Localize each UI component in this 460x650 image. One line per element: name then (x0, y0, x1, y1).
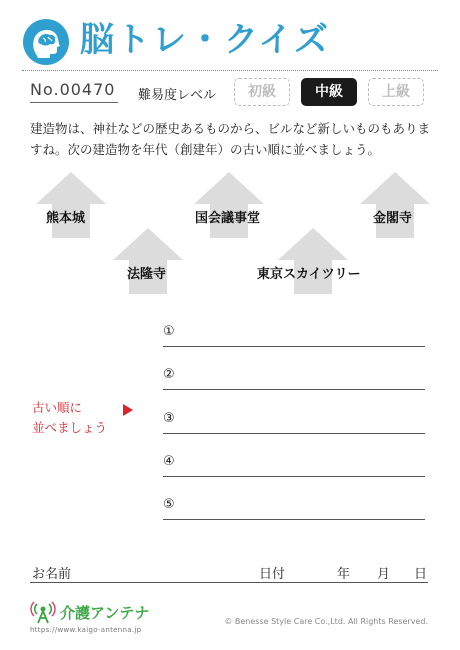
answer-slot-3-line[interactable] (163, 433, 425, 434)
answer-slot-4-line[interactable] (163, 476, 425, 477)
level-advanced-badge: 上級 (368, 78, 424, 106)
answer-slot-2-line[interactable] (163, 389, 425, 390)
copyright: © Benesse Style Care Co.,Ltd. All Rights Reserved. (224, 617, 428, 626)
hint-line-1: 古い順に (32, 400, 83, 415)
page-title: 脳トレ・クイズ (80, 20, 330, 60)
level-beginner-badge: 初級 (234, 78, 290, 106)
header (22, 14, 438, 70)
building-horyuji: 法隆寺 (127, 267, 167, 282)
site-url[interactable]: https://www.kaigo-antenna.jp (30, 626, 142, 634)
answer-slot-1-line[interactable] (163, 346, 425, 347)
question-text: 建造物は、神社などの歴史あるものから、ビルなど新しいものもありますね。次の建造物を年代（創建年）の古い順に並べましょう。 (30, 121, 431, 157)
difficulty-label: 難易度レベル (138, 88, 217, 103)
answer-slot-2-label: ② (163, 367, 175, 382)
year-label: 年 (337, 567, 351, 582)
up-arrow-icon (36, 172, 106, 238)
up-arrow-icon (194, 172, 264, 238)
answer-slot-5-line[interactable] (163, 519, 425, 520)
brain-head-icon (22, 18, 70, 66)
quiz-number-underline (30, 102, 118, 103)
building-national-diet: 国会議事堂 (195, 211, 261, 226)
day-label: 日 (414, 567, 428, 582)
up-arrow-icon (113, 228, 183, 294)
answer-slot-5-label: ⑤ (163, 497, 175, 512)
site-logo[interactable] (30, 600, 180, 626)
month-label: 月 (377, 567, 391, 582)
antenna-icon (30, 600, 56, 624)
building-kumamoto-castle: 熊本城 (46, 211, 86, 226)
answer-slot-4-label: ④ (163, 454, 175, 469)
header-divider (22, 70, 438, 71)
name-label: お名前 (32, 567, 72, 582)
logo-text: 介護アンテナ (60, 604, 150, 622)
answer-slot-1-label: ① (163, 324, 175, 339)
hint-line-2: 並べましょう (32, 420, 108, 435)
ordering-hint (32, 398, 107, 438)
up-arrow-icon (278, 228, 348, 294)
level-intermediate-badge: 中級 (301, 78, 357, 106)
building-tokyo-skytree: 東京スカイツリー (257, 267, 361, 282)
up-arrow-icon (360, 172, 430, 238)
quiz-number: No.00470 (30, 80, 116, 99)
date-label: 日付 (259, 567, 286, 582)
answer-slot-3-label: ③ (163, 411, 175, 426)
red-triangle-icon (123, 404, 133, 416)
building-kinkakuji: 金閣寺 (373, 211, 413, 226)
footer-rule (30, 582, 428, 583)
